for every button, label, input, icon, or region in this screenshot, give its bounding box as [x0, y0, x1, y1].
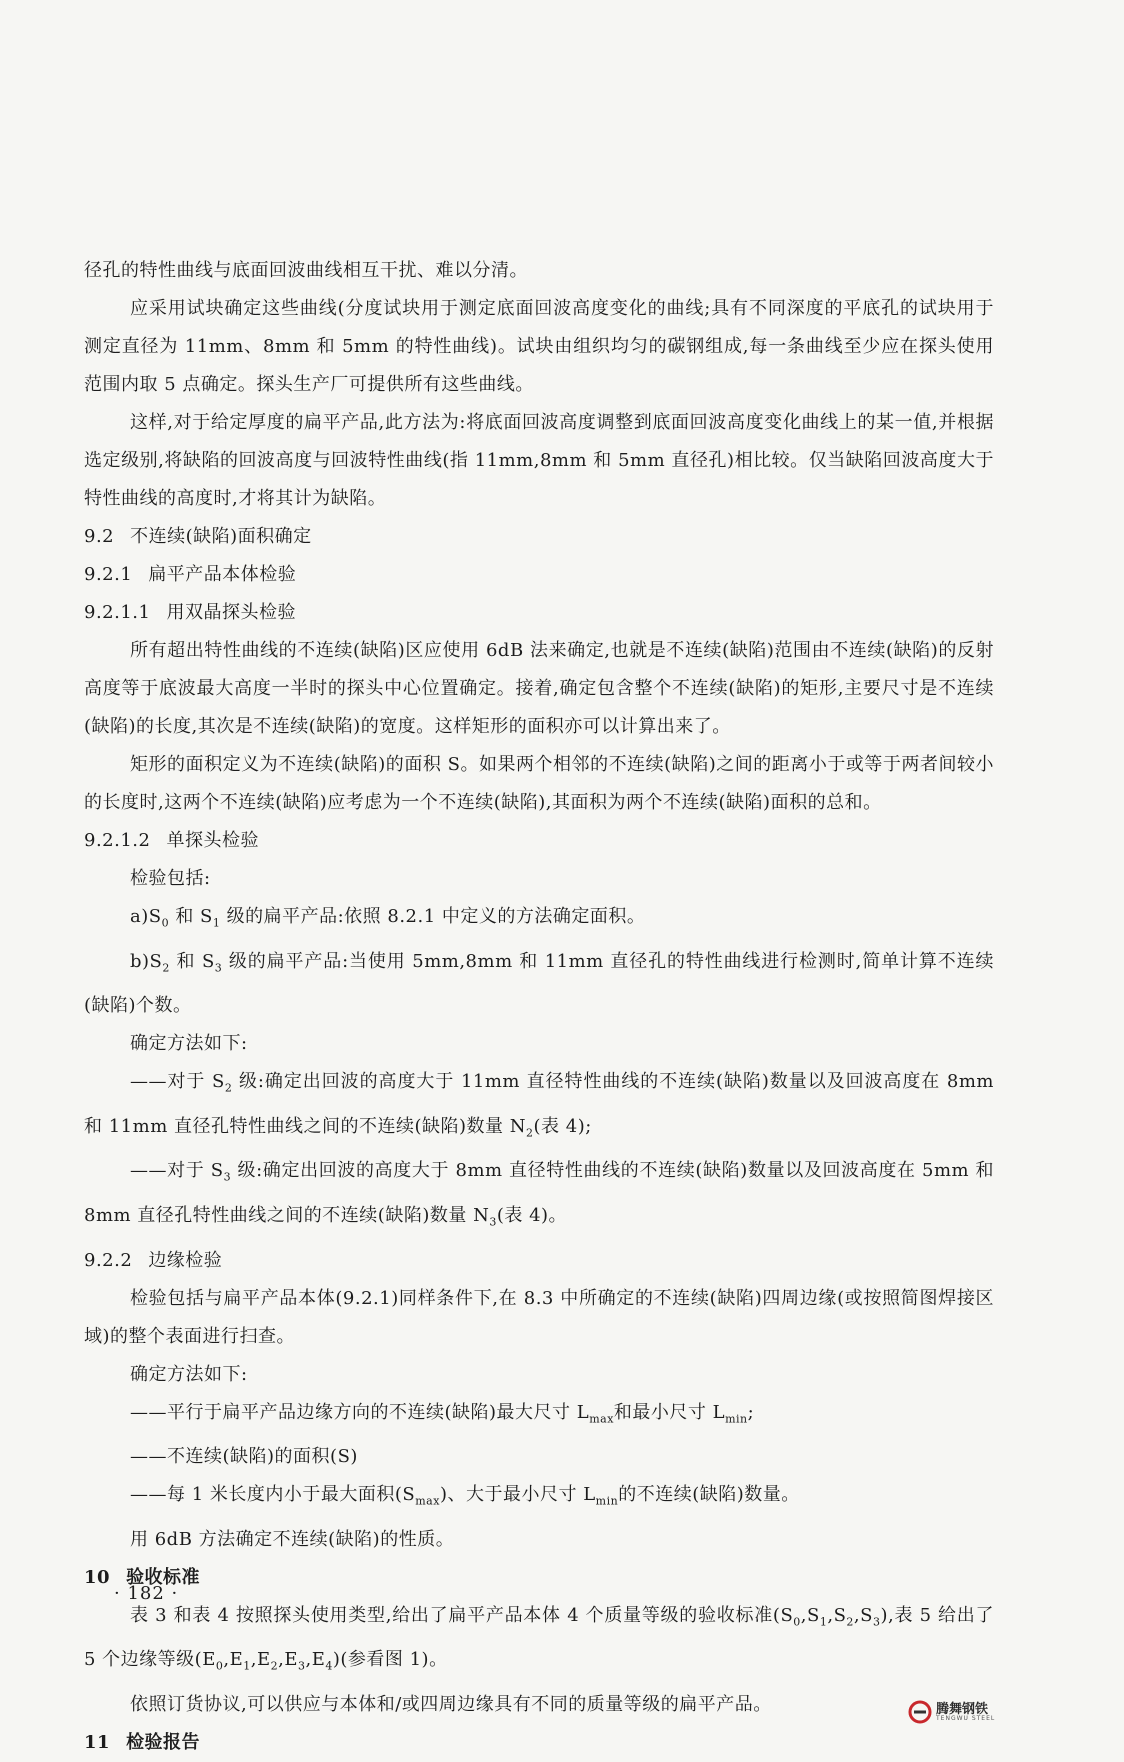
section-number: 9.2.2	[84, 1249, 133, 1271]
paragraph: ——不连续(缺陷)的面积(S)	[130, 1446, 358, 1468]
watermark-logo	[908, 1700, 995, 1724]
section-heading	[84, 822, 994, 860]
paragraph: ——对于 $S_2$ 级:确定出回波的高度大于 11mm 直径特性曲线的不连续(缺陷)数量以及回波高度在 8mm 和 11mm 直径孔特性曲线之间的不连续(缺陷)数量 $N_2$(表 4);	[84, 1071, 994, 1140]
paragraph: 应采用试块确定这些曲线(分度试块用于测定底面回波高度变化的曲线;具有不同深度的平底孔的试块用于测定直径为 11mm、8mm 和 5mm 的特性曲线)。试块由组织均匀的碳钢组成,每一条曲线至少应在探头使用范围内取 5 点确定。探头生产厂可提供所有这些曲线。	[84, 298, 994, 395]
section-number: 9.2	[84, 526, 115, 547]
page-number: · 182 ·	[114, 1583, 179, 1604]
section-heading	[84, 594, 994, 632]
paragraph: 径孔的特性曲线与底面回波曲线相互干扰、难以分清。	[84, 260, 528, 281]
section-title: 用双晶探头检验	[166, 602, 296, 623]
paragraph: $b)S_2$ 和 $S_3$ 级的扁平产品:当使用 5mm,8mm 和 11mm 直径孔的特性曲线进行检测时,简单计算不连续(缺陷)个数。	[84, 950, 994, 1017]
paragraph: 确定方法如下:	[130, 1033, 248, 1055]
section-title: 单探头检验	[166, 830, 259, 851]
paragraph: ——每 1 米长度内小于最大面积$(S_{max})$、大于最小尺寸 $L_{min}$的不连续(缺陷)数量。	[130, 1484, 800, 1508]
section-title: 验收标准	[126, 1566, 201, 1588]
paragraph: 表 3 和表 4 按照探头使用类型,给出了扁平产品本体 4 个质量等级的验收标准$(S_0,S_1,S_2,S_3)$,表 5 给出了 5 个边缘等级$(E_0,E_1,E_2,E_3,E_4)$(参看图 1)。	[84, 1604, 995, 1673]
paragraph: ——对于 $S_3$ 级:确定出回波的高度大于 8mm 直径特性曲线的不连续(缺陷)数量以及回波高度在 5mm 和 8mm 直径孔特性曲线之间的不连续(缺陷)数量 $N_3$(表 4)。	[84, 1160, 994, 1229]
section-heading	[84, 556, 994, 594]
section-title: 边缘检验	[148, 1249, 223, 1271]
document-body	[84, 252, 994, 1762]
paragraph: 确定方法如下:	[130, 1363, 248, 1385]
section-number: 9.2.1.2	[84, 830, 151, 851]
section-number: 9.2.1	[84, 564, 133, 585]
paragraph: ——平行于扁平产品边缘方向的不连续(缺陷)最大尺寸 $L_{max}$和最小尺寸 $L_{min}$;	[130, 1401, 755, 1426]
section-number: 11	[84, 1731, 111, 1753]
paragraph: $a)S_0$ 和 $S_1$ 级的扁平产品:依照 8.2.1 中定义的方法确定面积。	[130, 906, 646, 930]
section-number: 9.2.1.1	[84, 602, 151, 623]
logo-text-en: TENGWU STEEL	[936, 1714, 996, 1722]
paragraph: 检验包括与扁平产品本体(9.2.1)同样条件下,在 8.3 中所确定的不连续(缺陷)四周边缘(或按照简图焊接区域)的整个表面进行扫查。	[84, 1287, 994, 1347]
section-title: 扁平产品本体检验	[148, 564, 297, 585]
section-number: 10	[84, 1566, 111, 1588]
section-heading	[84, 1242, 994, 1280]
paragraph: 检验包括:	[130, 868, 211, 889]
section-title: 检验报告	[126, 1731, 201, 1753]
paragraph: 用 6dB 方法确定不连续(缺陷)的性质。	[130, 1528, 455, 1550]
paragraph: 依照订货协议,可以供应与本体和/或四周边缘具有不同的质量等级的扁平产品。	[130, 1693, 772, 1715]
paragraph: 所有超出特性曲线的不连续(缺陷)区应使用 6dB 法来确定,也就是不连续(缺陷)范围由不连续(缺陷)的反射高度等于底波最大高度一半时的探头中心位置确定。接着,确定包含整个不连续(缺陷)的矩形,主要尺寸是不连续(缺陷)的长度,其次是不连续(缺陷)的宽度。这样矩形的面积亦可以计算出来了。	[84, 640, 994, 737]
section-heading	[84, 1724, 994, 1762]
paragraph: 矩形的面积定义为不连续(缺陷)的面积 S。如果两个相邻的不连续(缺陷)之间的距离小于或等于两者间较小的长度时,这两个不连续(缺陷)应考虑为一个不连续(缺陷),其面积为两个不连续(缺陷)面积的总和。	[84, 754, 994, 813]
section-title: 不连续(缺陷)面积确定	[130, 526, 312, 547]
logo-icon	[908, 1700, 932, 1724]
section-heading	[84, 1559, 994, 1597]
paragraph: 这样,对于给定厚度的扁平产品,此方法为:将底面回波高度调整到底面回波高度变化曲线上的某一值,并根据选定级别,将缺陷的回波高度与回波特性曲线(指 11mm,8mm 和 5mm 直径孔)相比较。仅当缺陷回波高度大于特性曲线的高度时,才将其计为缺陷。	[84, 412, 994, 509]
logo-text-cn: 腾舞钢铁	[936, 1701, 989, 1717]
section-heading	[84, 518, 994, 556]
